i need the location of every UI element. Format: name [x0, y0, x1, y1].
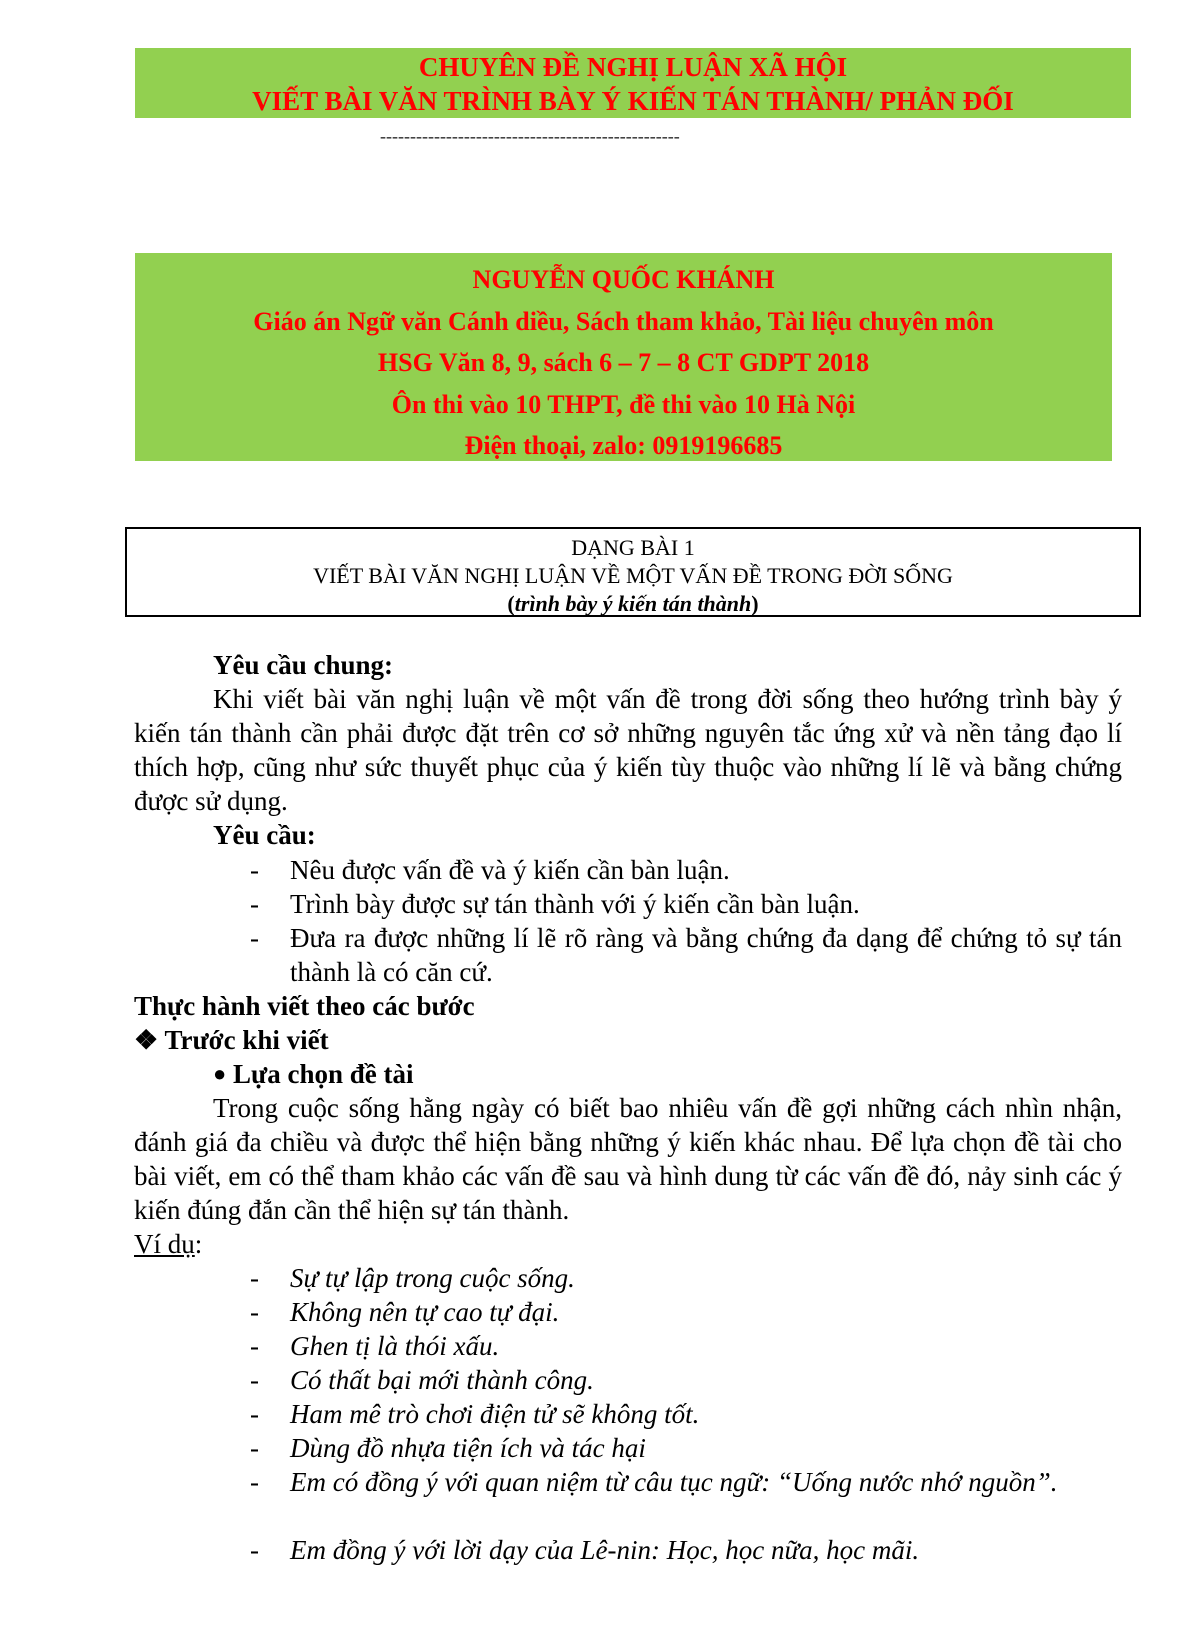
author-line-2: Giáo án Ngữ văn Cánh diều, Sách tham khảo, Tài liệu chuyên môn — [253, 306, 994, 336]
requirements-heading: Yêu cầu: — [213, 820, 316, 850]
author-line-4: Ôn thi vào 10 THPT, đề thi vào 10 Hà Nội — [391, 389, 856, 419]
requirement-text: Đưa ra được những lí lẽ rõ ràng và bằng chứng đa dạng để chứng tỏ sự tán thành là có căn cứ. — [290, 923, 1122, 987]
dash-marker: - — [250, 1433, 259, 1463]
requirement-item — [250, 921, 1122, 989]
example-text: Em đồng ý với lời dạy của Lê-nin: Học, học nữa, học mãi. — [290, 1535, 920, 1565]
sub-step-label: Lựa chọn đề tài — [233, 1059, 414, 1089]
dash-marker: - — [250, 1467, 259, 1497]
lesson-type-number: DẠNG BÀI 1 — [571, 535, 695, 560]
dash-marker: - — [250, 1297, 259, 1327]
step-label: Trước khi viết — [164, 1025, 329, 1055]
subtitle-italic: trình bày ý kiến tán thành — [514, 591, 752, 616]
title-banner — [135, 48, 1131, 118]
author-contact: Điện thoại, zalo: 0919196685 — [464, 431, 783, 460]
dash-marker: - — [250, 1365, 259, 1395]
example-text: Ham mê trò chơi điện tử sẽ không tốt. — [290, 1399, 700, 1429]
topic-paragraph: Trong cuộc sống hằng ngày có biết bao nhiêu vấn đề gợi những cách nhìn nhận, đánh giá đa chiều và được thể hiện bằng những ý kiến khác nhau. Để lựa chọn đề tài cho bài viết, em có thể tham khảo các vấn đề sau và hình dung từ các vấn đề đó, nảy sinh các ý kiến đúng đắn cần thể hiện sự tán thành. — [134, 1093, 1122, 1225]
example-label: Ví dụ — [134, 1229, 195, 1259]
circle-bullet-icon: ● — [213, 1061, 227, 1086]
author-line-3: HSG Văn 8, 9, sách 6 – 7 – 8 CT GDPT 2018 — [377, 348, 870, 377]
dash-marker: - — [250, 1535, 259, 1565]
lesson-type-subtitle — [127, 590, 1139, 618]
open-paren: ( — [507, 591, 515, 616]
lesson-type-box — [125, 527, 1141, 617]
dash-marker: - — [250, 889, 259, 919]
requirement-text: Nêu được vấn đề và ý kiến cần bàn luận. — [290, 855, 730, 885]
author-banner — [135, 253, 1112, 461]
general-heading: Yêu cầu chung: — [213, 650, 394, 680]
example-text: Sự tự lập trong cuộc sống. — [290, 1263, 575, 1293]
requirement-text: Trình bày được sự tán thành với ý kiến cần bàn luận. — [290, 889, 860, 919]
title-line-2: VIẾT BÀI VĂN TRÌNH BÀY Ý KIẾN TÁN THÀNH/ PHẢN ĐỐI — [252, 86, 1014, 116]
practice-heading: Thực hành viết theo các bước — [134, 991, 475, 1021]
example-text: Dùng đồ nhựa tiện ích và tác hại — [290, 1433, 646, 1463]
title-line-1: CHUYÊN ĐỀ NGHỊ LUẬN XÃ HỘI — [418, 52, 848, 82]
dash-marker: - — [250, 923, 259, 953]
example-text: Em có đồng ý với quan niệm từ câu tục ngữ: “Uống nước nhớ nguồn”. — [290, 1467, 1058, 1497]
dash-marker: - — [250, 1263, 259, 1293]
dash-marker: - — [250, 1331, 259, 1361]
example-item — [250, 1465, 1122, 1533]
lesson-type-title: VIẾT BÀI VĂN NGHỊ LUẬN VỀ MỘT VẤN ĐỀ TRONG ĐỜI SỐNG — [313, 563, 953, 588]
example-text: Ghen tị là thói xấu. — [290, 1331, 500, 1361]
example-colon: : — [194, 1229, 203, 1259]
close-paren: ) — [751, 591, 759, 616]
step-before-writing — [134, 1023, 329, 1057]
sub-step-topic — [213, 1057, 414, 1093]
diamond-bullet-icon: ❖ — [134, 1025, 159, 1055]
dash-marker: - — [250, 1399, 259, 1429]
example-label-line — [134, 1227, 202, 1261]
general-paragraph: Khi viết bài văn nghị luận về một vấn đề trong đời sống theo hướng trình bày ý kiến tán thành cần phải được đặt trên cơ sở những nguyên tắc ứng xử và nền tảng đạo lí thích hợp, cũng như sức thuyết phục của ý kiến tùy thuộc vào những lí lẽ và bằng chứng được sử dụng. — [134, 684, 1122, 816]
separator-line: -------------------------------------------------- — [380, 126, 680, 146]
dash-marker: - — [250, 855, 259, 885]
author-name: NGUYỄN QUỐC KHÁNH — [472, 265, 775, 294]
example-text: Có thất bại mới thành công. — [290, 1365, 594, 1395]
example-text: Không nên tự cao tự đại. — [290, 1297, 560, 1327]
